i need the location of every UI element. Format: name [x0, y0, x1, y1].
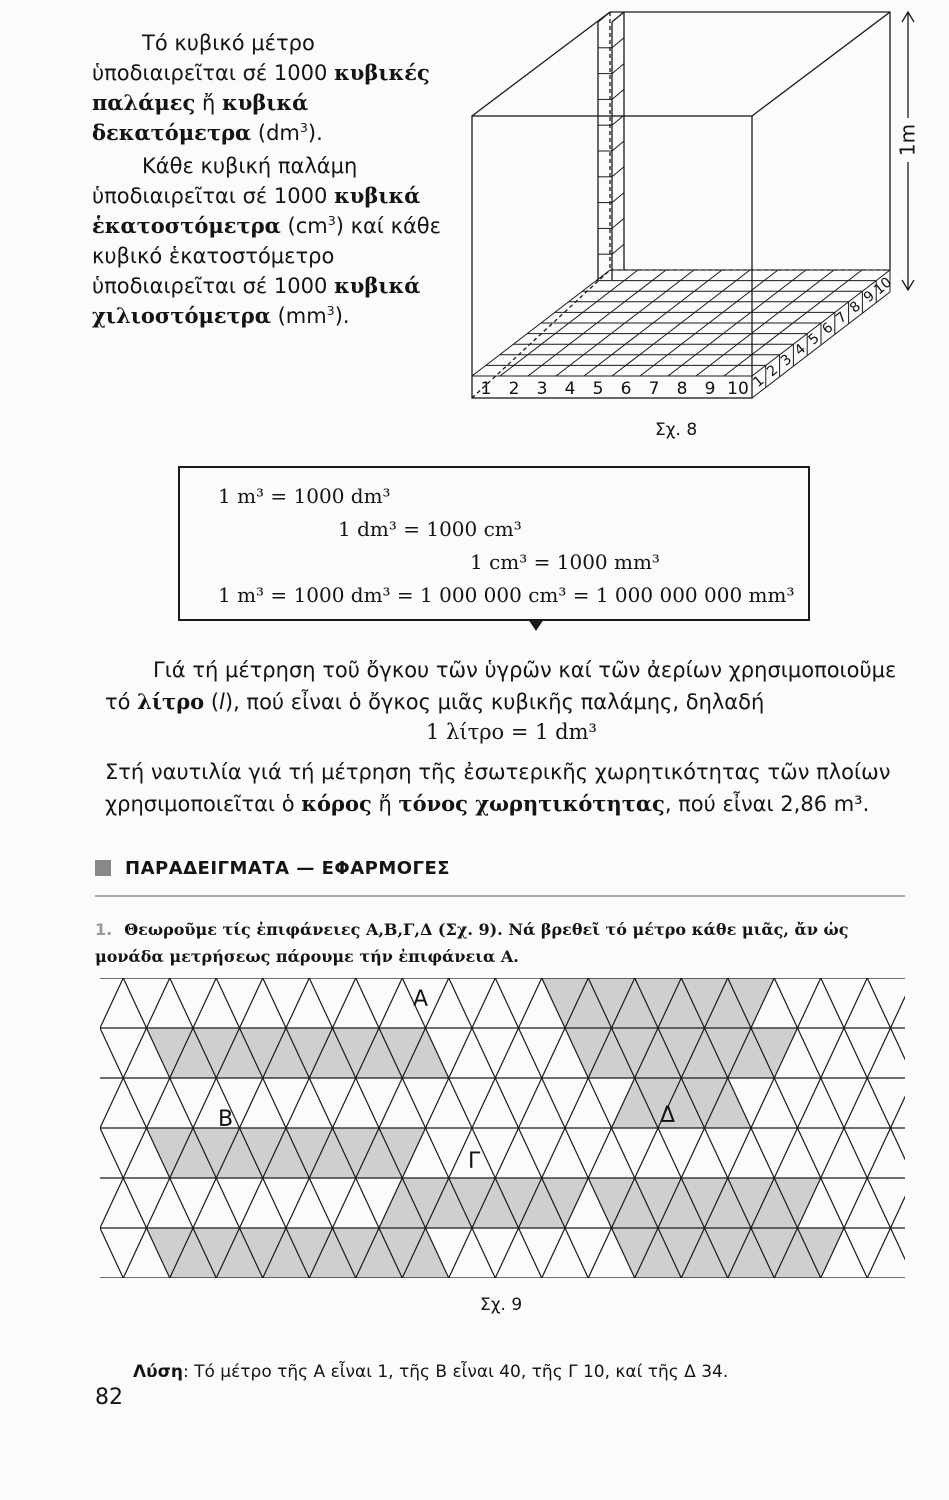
figure-9-triangle-grid — [100, 978, 905, 1278]
grid-line — [798, 978, 821, 1028]
grid-line — [333, 978, 356, 1028]
grid-line — [798, 1028, 821, 1078]
conversion-line-1: 1 m³ = 1000 dm³ — [218, 484, 391, 508]
front-number: 2 — [508, 379, 520, 399]
grid-line — [123, 1078, 146, 1128]
grid-line — [216, 1178, 239, 1228]
grid-line — [867, 1078, 890, 1128]
grid-line — [542, 1028, 565, 1078]
grid-line — [100, 1178, 123, 1228]
grid-line — [472, 1228, 495, 1278]
conversion-box — [178, 466, 810, 621]
grid-line — [147, 978, 170, 1028]
grid-line — [123, 1028, 146, 1078]
grid-line — [774, 1078, 797, 1128]
side-number: 8 — [846, 298, 865, 317]
grid-line — [867, 1228, 890, 1278]
side-number: 4 — [791, 340, 809, 359]
height-label: 1m — [895, 123, 920, 157]
grid-line — [635, 1128, 658, 1178]
grid-line — [519, 1078, 542, 1128]
front-number: 10 — [727, 379, 749, 399]
figure-8-cube — [455, 5, 925, 410]
grid-line — [565, 1078, 588, 1128]
grid-line — [193, 978, 216, 1028]
grid-line — [449, 1028, 472, 1078]
conversion-line-2: 1 dm³ = 1000 cm³ — [338, 517, 522, 541]
grid-line — [891, 1078, 906, 1128]
example-text: Θεωροῦμε τίς ἐπιφάνειες Α,Β,Γ,Δ (Σχ. 9). Νά βρεθεῖ τό μέτρο κάθε μιᾶς, ἄν ὡς μονάδα μετρήσεως πάρουμε τήν ἐπιφάνεια Α. — [95, 920, 849, 966]
grid-line — [147, 1178, 170, 1228]
conversion-line-4: 1 m³ = 1000 dm³ = 1 000 000 cm³ = 1 000 000 000 mm³ — [218, 583, 795, 607]
page-number: 82 — [95, 1385, 123, 1410]
grid-line — [844, 978, 867, 1028]
grid-line — [309, 1178, 332, 1228]
grid-line — [891, 1028, 906, 1078]
grid-line — [798, 1078, 821, 1128]
grid-line — [426, 1128, 449, 1178]
front-number: 4 — [564, 379, 576, 399]
front-number: 6 — [620, 379, 632, 399]
heading-bullet-icon — [95, 860, 111, 876]
grid-line — [240, 1178, 263, 1228]
grid-line — [263, 978, 286, 1028]
grid-line — [728, 1128, 751, 1178]
grid-line — [821, 978, 844, 1028]
grid-line — [495, 1078, 518, 1128]
grid-line — [333, 1178, 356, 1228]
side-number: 10 — [871, 274, 896, 299]
grid-line — [495, 1128, 518, 1178]
grid-line — [147, 1078, 170, 1128]
grid-line — [170, 978, 193, 1028]
grid-line — [774, 978, 797, 1028]
grid-line — [123, 1228, 146, 1278]
side-number: 7 — [833, 309, 851, 328]
grid-line — [821, 1178, 844, 1228]
grid-line — [681, 1128, 704, 1178]
grid-line — [844, 1178, 867, 1228]
grid-line — [356, 1178, 379, 1228]
front-row-numbers — [481, 379, 749, 399]
grid-line — [821, 1078, 844, 1128]
side-number: 1 — [750, 372, 768, 391]
litre-paragraph: Γιά τή μέτρηση τοῦ ὄγκου τῶν ὑγρῶν καί τῶν ἀερίων χρησιμοποιοῦμε τό λίτρο (l), πού εἶναι ὁ ὄγκος μιᾶς κυβικῆς παλάμης, δηλαδή — [105, 658, 897, 714]
intro-paragraph-2: Κάθε κυβική παλάμη ὑποδιαιρεῖται σέ 1000 κυβικά ἑκατοστόμετρα $(cm^3)$ καί κάθε κυβικό ἑκατοστόμετρο ὑποδιαιρεῖται σέ 1000 κυβικά χιλιοστόμετρα $(mm^3)$. — [92, 154, 442, 328]
conversion-line-3: 1 cm³ = 1000 mm³ — [470, 550, 660, 574]
grid-line — [123, 978, 146, 1028]
region-label-a: Α — [413, 987, 429, 1012]
grid-line — [542, 1128, 565, 1178]
grid-line — [216, 978, 239, 1028]
front-number: 9 — [704, 379, 716, 399]
grid-line — [472, 1078, 495, 1128]
grid-line — [379, 978, 402, 1028]
grid-line — [844, 1028, 867, 1078]
side-row-numbers — [750, 274, 895, 390]
grid-line — [333, 1078, 356, 1128]
grid-line — [495, 1228, 518, 1278]
grid-line — [588, 1228, 611, 1278]
side-number: 6 — [819, 319, 837, 338]
grid-line — [100, 1028, 123, 1078]
grid-line — [193, 1178, 216, 1228]
grid-line — [495, 1028, 518, 1078]
grid-line — [798, 1128, 821, 1178]
grid-line — [542, 1078, 565, 1128]
grid-line — [588, 1078, 611, 1128]
grid-line — [844, 1078, 867, 1128]
grid-line — [263, 1078, 286, 1128]
grid-line — [123, 1128, 146, 1178]
intro-paragraph-1: Τό κυβικό μέτρο ὑποδιαιρεῖται σέ 1000 κυβικές παλάμες ἤ κυβικά δεκατόμετρα $(dm^3)$. — [92, 31, 430, 145]
grid-line — [519, 1128, 542, 1178]
grid-line — [263, 1178, 286, 1228]
grid-line — [123, 1178, 146, 1228]
grid-line — [449, 1078, 472, 1128]
grid-line — [449, 1228, 472, 1278]
grid-line — [519, 978, 542, 1028]
grid-line — [542, 1228, 565, 1278]
side-number: 5 — [805, 330, 823, 349]
region-label-b: Β — [218, 1107, 234, 1132]
grid-line — [356, 1078, 379, 1128]
grid-line — [240, 1078, 263, 1128]
grid-line — [565, 1228, 588, 1278]
side-number: 3 — [777, 351, 796, 370]
grid-line — [286, 978, 309, 1028]
grid-line — [588, 1128, 611, 1178]
side-number: 2 — [764, 362, 782, 381]
grid-line — [565, 1128, 588, 1178]
grid-line — [751, 1078, 774, 1128]
grid-line — [100, 1228, 123, 1278]
grid-line — [891, 978, 906, 1028]
grid-line — [891, 1128, 906, 1178]
region-label-d: Δ — [660, 1103, 676, 1128]
solution-line: Λύση: Τό μέτρο τῆς Α εἶναι 1, τῆς Β εἶναι 40, τῆς Γ 10, καί τῆς Δ 34. — [133, 1362, 729, 1382]
grid-line — [309, 978, 332, 1028]
side-number: 9 — [860, 287, 878, 306]
box-pointer — [524, 619, 548, 633]
example-1 — [95, 916, 915, 970]
litre-equation: 1 λίτρο = 1 dm³ — [426, 720, 597, 744]
grid-line — [867, 1128, 890, 1178]
front-number: 1 — [480, 379, 492, 399]
grid-line — [286, 1178, 309, 1228]
grid-line — [100, 1078, 123, 1128]
grid-line — [426, 1078, 449, 1128]
grid-line — [495, 978, 518, 1028]
front-number: 5 — [592, 379, 604, 399]
grid-line — [170, 1178, 193, 1228]
figure-8-caption: Σχ. 8 — [655, 420, 698, 440]
grid-line — [449, 978, 472, 1028]
front-number: 3 — [536, 379, 548, 399]
grid-line — [705, 1128, 728, 1178]
grid-line — [867, 1028, 890, 1078]
grid-line — [519, 1228, 542, 1278]
grid-line — [612, 1128, 635, 1178]
figure-9-caption: Σχ. 9 — [480, 1295, 523, 1315]
section-heading: ΠΑΡΑΔΕΙΓΜΑΤΑ — ΕΦΑΡΜΟΓΕΣ — [95, 858, 905, 897]
grid-line — [356, 978, 379, 1028]
grid-line — [402, 1078, 425, 1128]
grid-line — [844, 1228, 867, 1278]
grid-line — [240, 978, 263, 1028]
grid-line — [100, 1128, 123, 1178]
grid-line — [100, 978, 123, 1028]
region-label-g: Γ — [468, 1149, 481, 1174]
grid-line — [286, 1078, 309, 1128]
front-number: 7 — [648, 379, 660, 399]
front-number: 8 — [676, 379, 688, 399]
grid-line — [867, 1178, 890, 1228]
grid-line — [472, 1028, 495, 1078]
column-cube-lines — [598, 38, 624, 254]
grid-line — [821, 1128, 844, 1178]
intro-text — [92, 28, 447, 334]
grid-line — [891, 1178, 906, 1228]
grid-line — [426, 978, 449, 1028]
example-number: 1. — [95, 920, 113, 939]
grid-line — [844, 1128, 867, 1178]
grid-line — [821, 1028, 844, 1078]
grid-line — [751, 1128, 774, 1178]
grid-line — [379, 1078, 402, 1128]
grid-line — [891, 1228, 906, 1278]
grid-line — [170, 1078, 193, 1128]
grid-line — [519, 1028, 542, 1078]
grid-line — [867, 978, 890, 1028]
nautical-paragraph: Στή ναυτιλία γιά τή μέτρηση τῆς ἐσωτερικῆς χωρητικότητας τῶν πλοίων χρησιμοποιεῖται ὁ κόρος ἤ τόνος χωρητικότητας, πού εἶναι 2,86 m³. — [105, 760, 891, 816]
grid-line — [309, 1078, 332, 1128]
grid-line — [658, 1128, 681, 1178]
grid-line — [472, 978, 495, 1028]
grid-line — [774, 1128, 797, 1178]
grid-line — [193, 1078, 216, 1128]
